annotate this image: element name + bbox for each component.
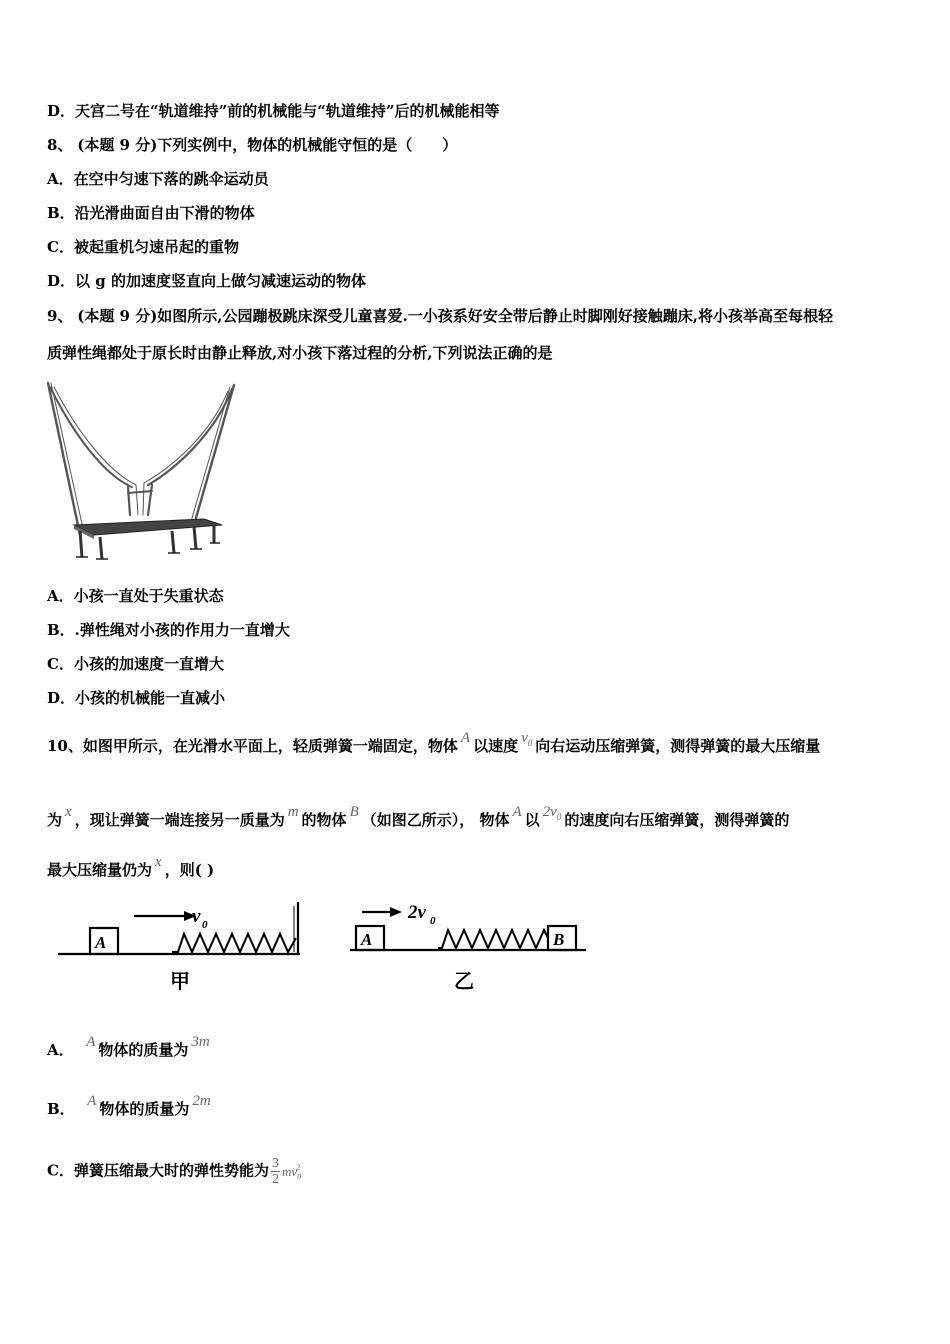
q10-l1-a: 如图甲所示，在光滑水平面上，轻质弹簧一端固定，物体 (82, 737, 458, 755)
block-a-left: A (95, 933, 107, 952)
q9-option-a (47, 586, 224, 606)
q9-option-d-text: D．小孩的机械能一直减小 (47, 689, 226, 707)
q9-stem-line1-text: (本题 9 分)如图所示,公园蹦极跳床深受儿童喜爱.一小孩系好安全带后静止时脚刚好接触蹦床,将小孩举高至每根轻 (77, 307, 833, 325)
q8-number: 8、 (47, 136, 73, 154)
q10-option-a-text: 物体的质量为 (98, 1041, 189, 1059)
q10-l2-c: 的物体 (301, 811, 347, 829)
velocity-label-right: 2v (408, 902, 426, 923)
var-2v0-base: 2v (542, 804, 557, 820)
spring-figure (50, 896, 600, 998)
q9-stem-line1 (47, 306, 833, 326)
var-v0-sub: 0 (527, 738, 533, 748)
velocity-label-right-sub: 0 (430, 915, 436, 927)
q8-option-c-text: C．被起重机匀速吊起的重物 (47, 238, 239, 256)
q10-option-a-value: 3m (191, 1034, 210, 1050)
q8-option-c (47, 237, 239, 257)
figure-label-yi: 乙 (454, 969, 474, 993)
expr-mv: mv (281, 1163, 298, 1179)
q10-stem-line2 (47, 804, 790, 836)
q7-option-d-text: D．天宫二号在“轨道维持”前的机械能与“轨道维持”后的机械能相等 (47, 102, 500, 120)
q10-l2-f: 的速度向右压缩弹簧，测得弹簧的 (564, 811, 790, 829)
expr-sub: 0 (297, 1172, 302, 1182)
fraction-denominator: 2 (271, 1172, 279, 1187)
q10-stem-line3 (47, 854, 215, 881)
q8-option-d (47, 271, 366, 291)
figure-label-jia: 甲 (170, 969, 190, 993)
var-v0-base: v (521, 730, 528, 746)
var-m: m (287, 804, 299, 820)
q10-option-b (47, 1093, 214, 1120)
var-b: B (349, 804, 359, 820)
q9-option-b (47, 620, 290, 640)
block-a-right: A (361, 930, 373, 949)
velocity-label-left: v (192, 906, 201, 927)
q10-option-a-label: A． (47, 1041, 74, 1059)
q10-option-b-value: 2m (192, 1093, 211, 1109)
q8-stem-text: (本题 9 分)下列实例中，物体的机械能守恒的是（ ） (77, 136, 458, 154)
q10-l1-b: 以速度 (473, 737, 519, 755)
q8-option-b-text: B．沿光滑曲面自由下滑的物体 (47, 204, 255, 222)
q9-stem-line2 (47, 343, 552, 363)
q10-option-c-label: C． (47, 1161, 74, 1180)
q8-stem (47, 135, 457, 155)
q10-l3-b: ，则( ) (164, 861, 215, 879)
q9-option-b-text: B．.弹性绳对小孩的作用力一直增大 (47, 621, 290, 639)
q9-stem-line2-text: 质弹性绳都处于原长时由静止释放,对小孩下落过程的分析,下列说法正确的是 (47, 344, 553, 362)
q9-option-c-text: C．小孩的加速度一直增大 (47, 655, 224, 673)
trampoline-figure (44, 375, 240, 571)
q8-option-d-text: D．以 g 的加速度竖直向上做匀减速运动的物体 (47, 272, 366, 290)
q10-stem-line1 (47, 730, 821, 762)
q9-option-d (47, 688, 225, 708)
var-x: x (65, 804, 72, 820)
q10-l3-a: 最大压缩量仍为 (47, 861, 153, 879)
q9-option-c (47, 654, 224, 674)
q10-option-c (47, 1156, 300, 1187)
var-2v0-sub: 0 (556, 812, 562, 822)
fraction-numerator: 3 (271, 1156, 279, 1171)
q10-l1-c: 向右运动压缩弹簧，测得弹簧的最大压缩量 (535, 737, 821, 755)
var-v0 (518, 730, 535, 746)
q7-option-d (47, 101, 500, 121)
var-a: A (460, 730, 471, 746)
fraction (271, 1156, 280, 1187)
var-a2: A (512, 804, 522, 820)
q10-l2-b: ，现让弹簧一端连接另一质量为 (74, 811, 285, 829)
q10-l2-d: （如图乙所示）， 物体 (361, 811, 510, 829)
q10-number: 10、 (47, 737, 83, 755)
q10-option-b-label: B． (47, 1100, 75, 1118)
velocity-label-left-sub: 0 (202, 919, 208, 931)
q9-option-a-text: A．小孩一直处于失重状态 (47, 587, 224, 605)
q9-number: 9、 (47, 307, 73, 325)
q8-option-b (47, 203, 255, 223)
q10-l2-a: 为 (47, 811, 63, 829)
q8-option-a-text: A．在空中匀速下落的跳伞运动员 (47, 170, 269, 188)
expr-sup: 2 (296, 1163, 301, 1173)
q8-option-a (47, 169, 269, 189)
q10-option-c-text: 弹簧压缩最大时的弹性势能为 (73, 1161, 269, 1180)
var-x2: x (155, 854, 162, 870)
q10-option-a-var: A (86, 1034, 96, 1050)
q10-l2-e: 以 (524, 811, 540, 829)
q10-option-b-var: A (87, 1093, 97, 1109)
q10-option-b-text: 物体的质量为 (99, 1100, 190, 1118)
q10-option-c-expr (281, 1163, 302, 1182)
block-b: B (553, 930, 565, 949)
var-2v0 (540, 804, 565, 820)
q10-option-a (47, 1034, 213, 1061)
